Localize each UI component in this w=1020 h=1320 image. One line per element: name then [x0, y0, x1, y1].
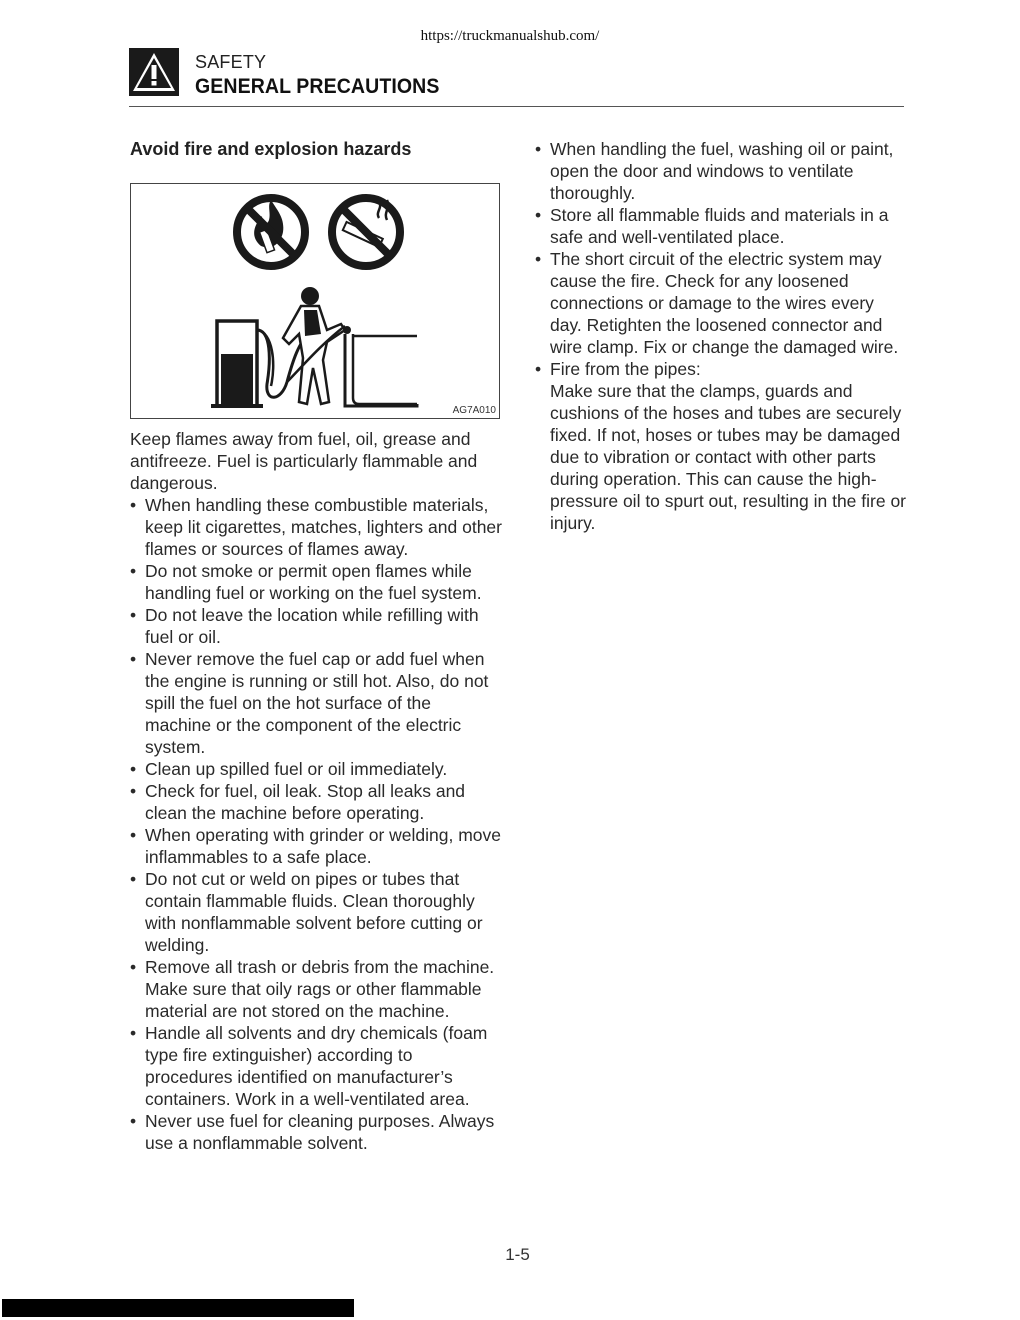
list-item: [130, 1110, 502, 1154]
list-item-text: Check for fuel, oil leak. Stop all leaks and clean the machine before operating.: [145, 781, 466, 823]
no-smoking-icon: [332, 198, 400, 266]
bullet-dot: •: [130, 869, 137, 889]
list-item-text: When operating with grinder or welding, move inflammables to a safe place.: [145, 825, 502, 867]
bullet-dot: •: [535, 249, 542, 269]
list-item-text: Store all flammable fluids and materials in a safe and well-ventilated place.: [550, 205, 889, 247]
refueling-person-illustration: [211, 287, 417, 406]
bullet-dot: •: [130, 1111, 137, 1131]
page-title: GENERAL PRECAUTIONS: [195, 75, 440, 98]
list-item-text: Remove all trash or debris from the machine. Make sure that oily rags or other flammable material are not stored on the machine.: [145, 957, 495, 1021]
header-divider: [129, 106, 904, 107]
bullet-dot: •: [130, 649, 137, 669]
bullet-dot: •: [130, 1023, 137, 1043]
list-item: [130, 780, 502, 824]
list-item-text: Do not leave the location while refilling with fuel or oil.: [145, 605, 479, 647]
list-item-text: Handle all solvents and dry chemicals (foam type fire extinguisher) according to procedures identified on manufacturer’s containers. Work in a well-ventilated area.: [145, 1023, 488, 1109]
list-item: [130, 758, 502, 780]
bullet-dot: •: [130, 561, 137, 581]
list-item-text: Make sure that the clamps, guards and cushions of the hoses and tubes are securely fixed. If not, hoses or tubes may be damaged due to vibration or contact with other parts during operation. This can cause the high-pressure oil to spurt out, resulting in the fire or injury.: [550, 381, 907, 533]
list-item-text: The short circuit of the electric system may cause the fire. Check for any loosened connections or damage to the wires every day. Retighten the loosened connector and wire clamp. Fix or change the damaged wire.: [550, 249, 899, 357]
bullet-dot: •: [130, 759, 137, 779]
left-column: [130, 138, 502, 1154]
list-item: [130, 648, 502, 758]
list-item: [130, 956, 502, 1022]
list-item: [130, 868, 502, 956]
list-item: [535, 204, 907, 248]
right-column: [535, 138, 907, 534]
page-number: 1-5: [505, 1245, 530, 1264]
list-item-text: Never remove the fuel cap or add fuel when the engine is running or still hot. Also, do not spill the fuel on the hot surface of the machine or the component of the electric system.: [145, 649, 489, 757]
bullet-dot: •: [130, 605, 137, 625]
left-bullet-list: [130, 494, 502, 1154]
right-bullet-list: [535, 138, 907, 534]
section-subheading: Avoid fire and explosion hazards: [130, 139, 412, 159]
list-item-text: Never use fuel for cleaning purposes. Always use a nonflammable solvent.: [145, 1111, 495, 1153]
figure-code: AG7A010: [452, 405, 496, 416]
list-item: [130, 824, 502, 868]
list-item-title: Fire from the pipes:: [550, 359, 701, 379]
section-label: SAFETY: [195, 52, 267, 72]
list-item: [130, 560, 502, 604]
bullet-dot: •: [535, 359, 542, 379]
list-item-text: Do not cut or weld on pipes or tubes that contain flammable fluids. Clean thoroughly with nonflammable solvent before cutting or welding.: [145, 869, 483, 955]
footer-bar: [2, 1299, 354, 1317]
list-item: [130, 494, 502, 560]
bullet-dot: •: [130, 781, 137, 801]
bullet-dot: •: [130, 825, 137, 845]
intro-paragraph: Keep flames away from fuel, oil, grease and antifreeze. Fuel is particularly flammable and dangerous.: [130, 429, 478, 493]
bullet-dot: •: [130, 495, 137, 515]
no-open-flame-icon: [237, 198, 305, 266]
source-url: https://truckmanualshub.com/: [420, 28, 600, 44]
list-item: [535, 248, 907, 358]
bullet-dot: •: [130, 957, 137, 977]
list-item: [535, 358, 907, 534]
warning-triangle-icon: [129, 48, 179, 96]
list-item: [130, 604, 502, 648]
bullet-dot: •: [535, 205, 542, 225]
list-item-text: When handling these combustible materials, keep lit cigarettes, matches, lighters and other flames or sources of flames away.: [145, 495, 502, 559]
list-item-text: When handling the fuel, washing oil or paint, open the door and windows to ventilate thoroughly.: [550, 139, 894, 203]
list-item-text: Do not smoke or permit open flames while handling fuel or working on the fuel system.: [145, 561, 482, 603]
list-item-text: Clean up spilled fuel or oil immediately.: [145, 759, 448, 779]
list-item: [535, 138, 907, 204]
bullet-dot: •: [535, 139, 542, 159]
safety-figure: [130, 183, 500, 419]
list-item: [130, 1022, 502, 1110]
